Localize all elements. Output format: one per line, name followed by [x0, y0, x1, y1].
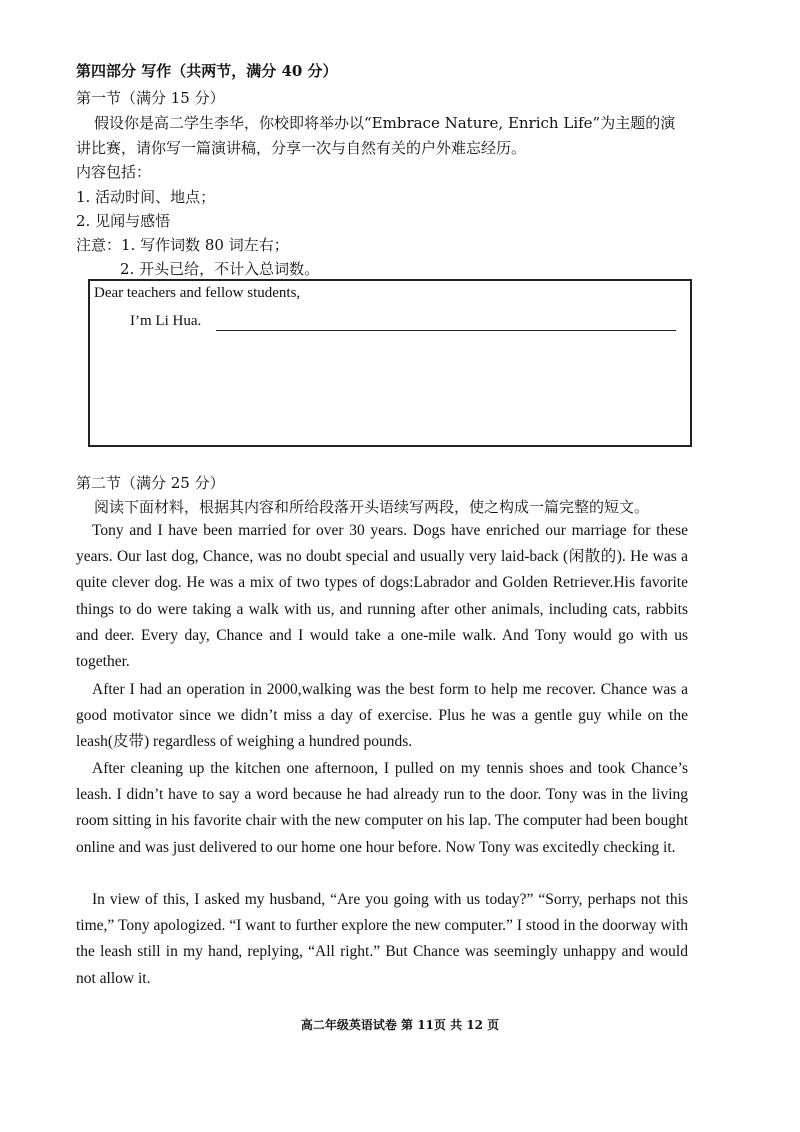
note-2: 2. 开头已给，不计入总词数。 — [120, 260, 320, 278]
answer-underline[interactable] — [216, 330, 676, 331]
answer-box[interactable] — [88, 279, 692, 447]
page-footer: 高二年级英语试卷 第 11页 共 12 页 — [300, 1018, 500, 1032]
section1-prompt-line2: 讲比赛，请你写一篇演讲稿，分享一次与自然有关的户外难忘经历。 — [76, 139, 527, 157]
note-1: 注意：1. 写作词数 80 词左右； — [76, 236, 289, 254]
section1-prompt-line1: 假设你是高二学生李华，你校即将举办以“Embrace Nature, Enrich Life”为主题的演 — [94, 114, 676, 132]
answer-opening: I’m Li Hua. — [130, 313, 202, 329]
section1-title: 第一节（满分 15 分） — [76, 89, 225, 107]
story-paragraph-4: In view of this, I asked my husband, “Are you going with us today?” “Sorry, perhaps not this time,” Tony apologized. “I want to further explore the new computer.” I stood in the doorway with the leash still in my hand, replying, “All right.” But Chance was seemingly unhappy and would not allow it. — [76, 891, 688, 987]
section2-title: 第二节（满分 25 分） — [76, 474, 225, 492]
part-heading: 第四部分 写作（共两节，满分 40 分） — [76, 62, 338, 80]
story-paragraph-1: Tony and I have been married for over 30 years. Dogs have enriched our marriage for these years. Our last dog, Chance, was no doubt special and usually very laid-back (闲散的). He was a quite clever dog. He was a mix of two types of dogs:Labrador and Golden Retriever.His favorite things to do were taking a walk with us, and running after other animals, including cats, rabbits and deer. Every day, Chance and I would take a one-mile walk. And Tony would go with us together. — [76, 522, 688, 671]
content-label: 内容包括： — [76, 163, 152, 181]
answer-greeting: Dear teachers and fellow students, — [94, 285, 301, 301]
story-paragraph-3: After cleaning up the kitchen one afternoon, I pulled on my tennis shoes and took Chance’s leash. I didn’t have to say a word because he had already run to the door. Tony was in the living room sitting in his favorite chair with the new computer on his lap. The computer had been bought online and was just delivered to our home one hour before. Now Tony was excitedly checking it. — [76, 760, 688, 856]
story-paragraph-2: After I had an operation in 2000,walking was the best form to help me recover. Chance was a good motivator since we didn’t miss a day of exercise. Plus he was a gentle guy while on the leash(皮带) regardless of weighing a hundred pounds. — [76, 681, 688, 751]
content-item-2: 2. 见闻与感悟 — [76, 212, 171, 230]
section2-instruction: 阅读下面材料，根据其内容和所给段落开头语续写两段，使之构成一篇完整的短文。 — [94, 498, 650, 516]
content-item-1: 1. 活动时间、地点； — [76, 188, 216, 206]
